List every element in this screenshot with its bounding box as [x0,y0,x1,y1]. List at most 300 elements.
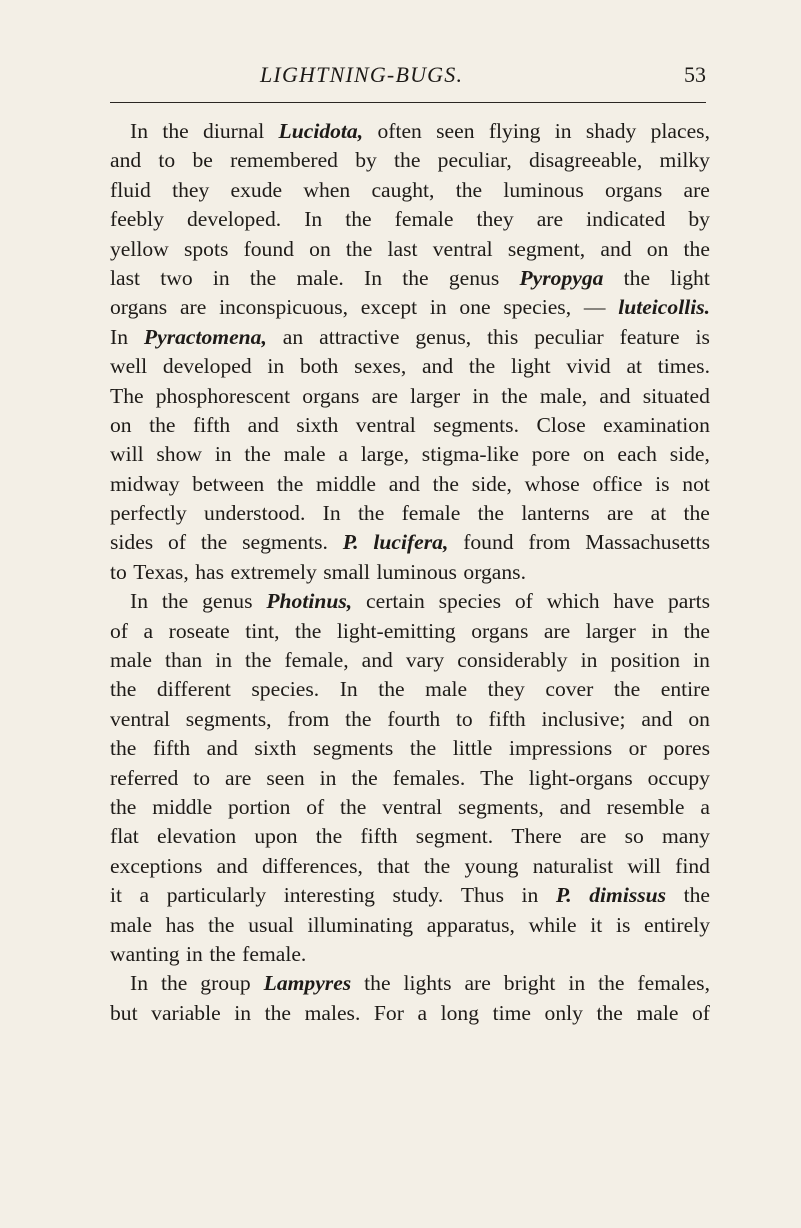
word: feebly [110,207,164,232]
word: but [110,1000,138,1025]
word: side, [471,471,512,496]
word: from [528,530,571,555]
word: seen [436,119,475,143]
word: will [110,442,144,467]
word: be [192,148,213,173]
word: is [695,324,710,349]
text-line [110,293,710,322]
word: attractive [319,324,400,349]
word: sides [110,530,154,555]
word: it [110,883,122,908]
word: females, [637,971,710,996]
word: stigma-like [421,442,519,467]
word: are [225,765,252,790]
word: side, [669,442,710,467]
word: show [156,442,202,467]
italic-term: luteicollis. [618,295,710,320]
word: it [590,912,603,937]
word: and [641,706,673,731]
word: the [345,236,373,261]
word: the [345,207,372,232]
text-line [110,205,710,234]
word: elevation [157,824,237,849]
word: For [373,1000,404,1025]
word: phosphorescent [155,383,291,408]
word: pore [531,442,571,467]
word: caught, [371,177,435,202]
word: lanterns [521,501,590,526]
word: they [172,177,210,202]
word: young [464,853,519,878]
word: pores [663,736,710,761]
word: males. [304,1000,361,1025]
word: naturalist [532,853,614,878]
word: Thus [460,883,504,908]
word: this [487,324,519,349]
word: find [675,853,710,878]
word: referred [110,765,179,790]
word: in [212,265,230,290]
word: In [130,971,148,996]
word: are [464,971,491,996]
word: yellow [110,236,169,261]
word: remembered [230,148,338,173]
word: illuminating [307,912,414,937]
word: the [623,265,651,290]
word: and [421,354,454,379]
word: female [394,207,454,232]
text-line [110,264,710,293]
text-line [110,499,710,528]
word: the [161,589,189,614]
word: females. [392,765,466,790]
word: from [287,706,330,731]
word: situated [642,383,710,408]
word: shady [585,119,637,143]
word: interesting [283,883,375,908]
word: of [691,1000,710,1025]
word: sexes, [354,354,407,379]
word: In [364,265,383,290]
text-line [110,999,710,1028]
word: last [387,236,418,261]
word: luminous [503,177,584,202]
word: There [511,824,562,849]
word: the [264,1000,292,1025]
word: a [139,883,150,908]
word: extremely [230,559,317,584]
word: to [455,706,473,731]
word: apparatus, [426,912,515,937]
word: is [615,912,631,937]
word: inconspicuous, [219,295,349,320]
word: a [143,618,154,643]
word: Massachusetts [585,530,710,555]
text-line [110,382,710,411]
word: the [683,883,710,908]
word: in [319,765,337,790]
word: entire [660,677,710,702]
word: exceptions [110,853,203,878]
word: or [628,736,647,761]
word: lights [403,971,452,996]
word: the [423,853,451,878]
word: the [315,824,343,849]
word: segments. [242,530,328,555]
italic-term: Photinus, [266,589,353,614]
word: upon [254,824,298,849]
page-number: 53 [684,62,706,87]
word: particularly [166,883,267,908]
word: bright [503,971,556,996]
word: while [528,912,577,937]
word: fifth [360,824,398,849]
word: female, [284,648,349,673]
word: occupy [647,765,710,790]
word: male, [539,383,588,408]
italic-term: dimissus [589,883,667,908]
word: except [360,295,418,320]
word: entirely [644,912,710,937]
word: wanting [110,941,180,966]
word: are [179,295,207,320]
word: on [309,236,331,261]
word: which [546,589,600,614]
word: the [394,148,421,173]
word: light-organs [528,765,633,790]
word: organs [302,383,360,408]
word: has [195,559,224,584]
word: certain [366,589,425,614]
word: vary [405,648,445,673]
word: the [276,471,304,496]
word: are [606,501,634,526]
word: tint, [245,618,280,643]
word: the [357,501,385,526]
word: of [514,589,533,614]
word: examination [603,412,710,437]
word: office [592,471,643,496]
word: on [688,706,710,731]
word: study. [392,883,444,908]
word: the [477,501,505,526]
word: the [149,412,176,437]
word: will [627,853,661,878]
text-line [110,528,710,557]
word: group [200,971,251,996]
word: have [613,589,655,614]
word: in [651,618,669,643]
word: last [110,265,140,290]
body-text [110,117,710,1028]
word: male [110,648,152,673]
word: sixth [254,736,297,761]
word: in [214,442,232,467]
header-rule [110,102,706,103]
word: genus [202,589,253,614]
word: genus, [415,324,472,349]
text-line [110,764,710,793]
word: genus [448,265,500,290]
word: species [438,589,502,614]
word: developed. [187,207,282,232]
word: the [683,236,710,261]
word: an [282,324,304,349]
word: light [670,265,710,290]
word: in [580,648,598,673]
word: the [683,618,710,643]
word: inclusive; [541,706,626,731]
word: not [682,471,710,496]
word: peculiar, [437,148,512,173]
word: in [429,295,447,320]
word: and [559,794,591,819]
word: of [110,618,128,643]
word: The [110,383,144,408]
word: in [472,383,490,408]
word: often [377,119,422,143]
word: the [351,765,378,790]
word: fifth [152,736,191,761]
word: the [345,706,372,731]
word: has [165,912,195,937]
word: milky [659,148,710,173]
word: only [544,1000,583,1025]
word: of [306,794,325,819]
word: the [208,912,235,937]
word: the [598,971,625,996]
word: so [624,824,644,849]
word: and [216,853,248,878]
word: In [304,207,323,232]
word: whose [524,471,580,496]
word: segments, [185,706,272,731]
word: the [249,265,277,290]
word: larger [585,618,636,643]
word: than [165,648,203,673]
word: diurnal [203,119,265,143]
word: the [596,1000,623,1025]
word: in [554,119,572,143]
word: organs [110,295,168,320]
word: in [267,354,285,379]
word: ventral [432,236,493,261]
word: the [200,530,228,555]
word: sixth [296,412,339,437]
word: in [215,648,233,673]
word: fluid [110,177,151,202]
word: differences, [262,853,363,878]
word: middle [152,794,213,819]
word: Texas, [133,559,189,584]
text-line [110,411,710,440]
text-line [110,235,710,264]
text-line [110,470,710,499]
word: one [459,295,491,320]
word: resemble [606,794,685,819]
text-line [110,587,710,616]
word: seen [266,765,305,790]
text-line [110,617,710,646]
word: and [247,412,279,437]
word: are [683,177,710,202]
word: the [110,677,137,702]
word: male [283,442,326,467]
word: the [409,736,437,761]
word: considerably [457,648,568,673]
word: in [521,883,539,908]
word: In [339,677,358,702]
word: the [683,501,710,526]
running-head-title: LIGHTNING-BUGS. [260,62,464,87]
word: species. [251,677,320,702]
text-line [110,646,710,675]
word: the [378,677,405,702]
word: spots [183,236,229,261]
word: female [401,501,461,526]
word: and [599,383,631,408]
word: roseate [168,618,230,643]
word: male [636,1000,679,1025]
word: and [110,148,142,173]
word: when [303,177,351,202]
word: — [583,295,606,320]
text-line [110,911,710,940]
word: the [402,265,429,290]
word: times. [657,354,710,379]
text-line [110,940,710,969]
word: usual [248,912,294,937]
italic-term: Pyropyga [519,265,604,290]
word: feature [619,324,680,349]
word: and [388,471,420,496]
text-line [110,705,710,734]
italic-term: Lampyres [263,971,352,996]
word: is [655,471,670,496]
word: variable [151,1000,221,1025]
word: In [322,501,341,526]
word: are [371,383,398,408]
word: in [186,941,203,966]
word: are [579,824,607,849]
word: the [501,383,528,408]
italic-term: Lucidota, [278,119,364,143]
word: places, [650,119,710,143]
word: organs [471,618,529,643]
word: the [209,941,236,966]
word: on [582,442,605,467]
word: a [700,794,710,819]
word: each [617,442,657,467]
word: between [192,471,265,496]
word: male [110,912,152,937]
word: understood. [204,501,306,526]
word: found [463,530,514,555]
word: fifth [192,412,231,437]
word: the [455,177,483,202]
text-line [110,323,710,352]
word: female. [242,941,307,966]
word: peculiar [534,324,604,349]
word: the [613,677,641,702]
word: portion [228,794,291,819]
word: different [156,677,231,702]
word: well [110,354,148,379]
word: developed [162,354,252,379]
word: Close [536,412,586,437]
word: little [452,736,493,761]
word: the [340,794,367,819]
word: ventral [355,412,416,437]
word: a [417,1000,428,1025]
running-head [110,62,706,94]
text-line [110,969,710,998]
word: on [110,412,132,437]
word: ventral [382,794,443,819]
word: species, [503,295,572,320]
text-line [110,352,710,381]
word: at [626,354,643,379]
word: flying [488,119,541,143]
word: large, [360,442,409,467]
word: male [425,677,468,702]
word: flat [110,824,139,849]
text-line [110,440,710,469]
word: the [110,794,137,819]
word: In [130,119,148,143]
word: segment, [507,236,586,261]
word: the [295,618,322,643]
word: at [650,501,667,526]
word: on [646,236,669,261]
word: they [476,207,514,232]
word: the [162,119,189,143]
word: the [468,354,496,379]
word: and [361,648,393,673]
word: cover [545,677,594,702]
word: by [355,148,377,173]
word: The [480,765,514,790]
word: exude [230,177,283,202]
word: impressions [508,736,613,761]
text-line [110,734,710,763]
word: organs. [463,559,526,584]
word: to [110,559,127,584]
word: are [536,207,564,232]
word: light [511,354,551,379]
word: vivid [566,354,611,379]
text-line [110,117,710,146]
italic-term: P. [342,530,359,555]
word: light-emitting [336,618,456,643]
word: in [693,648,710,673]
word: midway [110,471,180,496]
word: the [245,648,272,673]
word: time [492,1000,531,1025]
word: long [440,1000,480,1025]
word: indicated [586,207,666,232]
word: fifth [488,706,526,731]
text-line [110,793,710,822]
word: to [158,148,176,173]
word: male. [296,265,344,290]
word: and [600,236,632,261]
word: the [364,971,391,996]
word: two [160,265,193,290]
word: segments, [457,794,544,819]
word: that [377,853,410,878]
text-line [110,822,710,851]
